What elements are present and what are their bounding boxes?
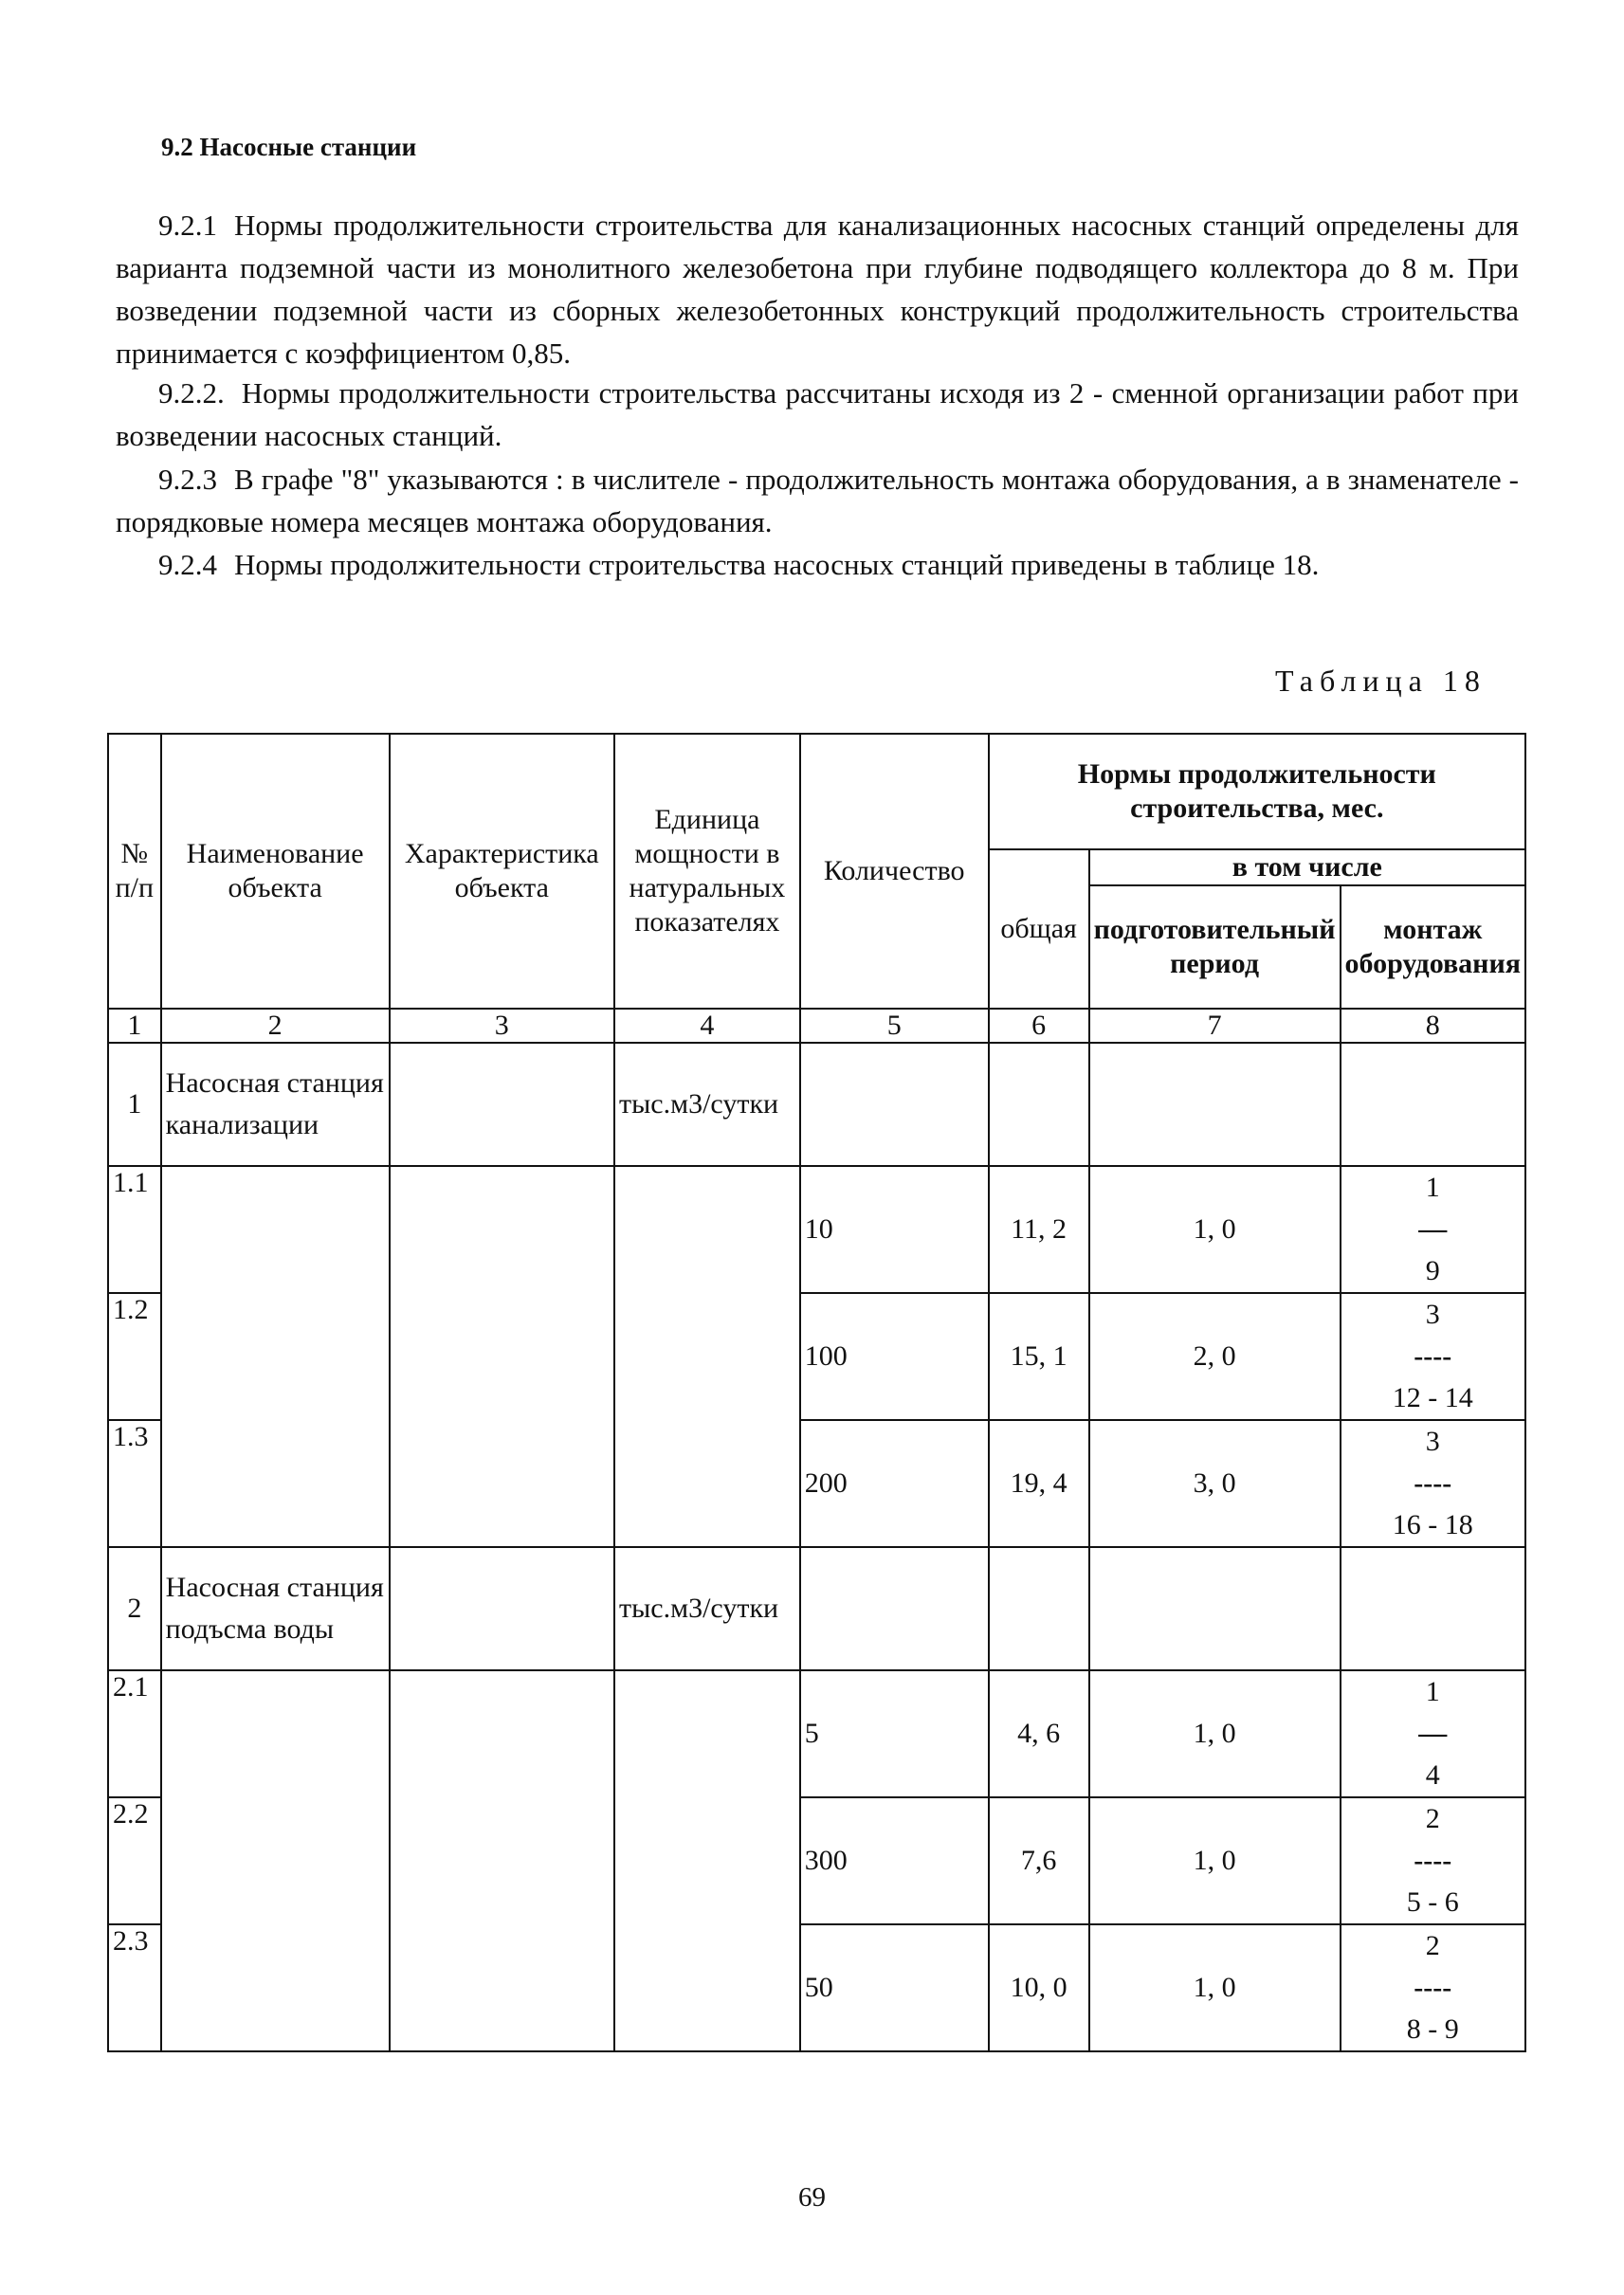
mount-denominator: 5 - 6 (1406, 1886, 1459, 1918)
total-cell (989, 1043, 1089, 1166)
paragraph-number: 9.2.2. (158, 376, 225, 410)
paragraph-text: Нормы продолжительности строительства рассчитаны исходя из 2 - сменной организации работ при возведении насосных станций. (116, 376, 1519, 452)
mount-numerator: 1 (1425, 1172, 1440, 1203)
quantity-cell (800, 1547, 989, 1670)
total-cell (989, 1547, 1089, 1670)
mount-denominator: 9 (1425, 1255, 1440, 1286)
col-number: 1 (108, 1009, 161, 1043)
mount-cell (1341, 1547, 1525, 1670)
prep-cell: 2, 0 (1089, 1293, 1341, 1420)
prep-cell: 1, 0 (1089, 1924, 1341, 2051)
table-row (108, 1043, 1525, 1166)
object-name: Насосная станция канализации (161, 1043, 390, 1166)
mount-denominator: 8 - 9 (1406, 2013, 1459, 2045)
object-characteristic (390, 1043, 614, 1166)
header-num: № п/п (108, 734, 161, 1009)
prep-cell: 1, 0 (1089, 1797, 1341, 1924)
col-number: 7 (1089, 1009, 1341, 1043)
header-name: Наименование объекта (161, 734, 390, 1009)
total-cell: 11, 2 (989, 1166, 1089, 1293)
row-num: 1.2 (108, 1293, 161, 1420)
mount-denominator: 4 (1425, 1759, 1440, 1791)
mount-denominator: 16 - 18 (1392, 1509, 1473, 1540)
section-heading: 9.2 Насосные станции (161, 133, 417, 161)
row-num: 1.3 (108, 1420, 161, 1547)
col-number: 5 (800, 1009, 989, 1043)
header-total: общая (989, 849, 1089, 1009)
header-characteristic: Характеристика объекта (390, 734, 614, 1009)
fraction-bar: ---- (1414, 1845, 1452, 1876)
prep-cell: 3, 0 (1089, 1420, 1341, 1547)
header-norms: Нормы продолжительности строительства, мес. (989, 734, 1525, 849)
col-number: 3 (390, 1009, 614, 1043)
paragraph-number: 9.2.1 (158, 209, 217, 242)
quantity-cell: 5 (800, 1670, 989, 1797)
header-prep-period: подготовительный период (1089, 885, 1341, 1009)
prep-cell (1089, 1547, 1341, 1670)
prep-cell: 1, 0 (1089, 1670, 1341, 1797)
row-num: 2.3 (108, 1924, 161, 2051)
mount-numerator: 1 (1425, 1676, 1440, 1707)
paragraph-9-2-2 (116, 372, 1519, 457)
total-cell: 10, 0 (989, 1924, 1089, 2051)
mount-denominator: 12 - 14 (1392, 1382, 1473, 1413)
mount-cell (1341, 1043, 1525, 1166)
header-including: в том числе (1089, 849, 1525, 885)
mount-numerator: 3 (1425, 1426, 1440, 1457)
unit-cell: тыс.м3/сутки (614, 1043, 800, 1166)
row-num: 2 (108, 1547, 161, 1670)
prep-cell (1089, 1043, 1341, 1166)
col-number: 8 (1341, 1009, 1525, 1043)
header-unit: Единица мощности в натуральных показателях (614, 734, 800, 1009)
mount-numerator: 2 (1425, 1930, 1440, 1961)
paragraph-text: В графе "8" указываются : в числителе - продолжительность монтажа оборудования, а в знаменателе - порядковые номера месяцев монтажа оборудования. (116, 463, 1519, 538)
row-num: 1.1 (108, 1166, 161, 1293)
col-number: 4 (614, 1009, 800, 1043)
mount-cell (1341, 1797, 1525, 1924)
object-name: Насосная станция подъсма воды (161, 1547, 390, 1670)
mount-cell (1341, 1924, 1525, 2051)
fraction-bar: ---- (1414, 1340, 1452, 1372)
unit-cell (614, 1670, 800, 2051)
paragraph-9-2-3 (116, 458, 1519, 543)
table-row (108, 1166, 1525, 1293)
fraction-bar: — (1418, 1213, 1448, 1245)
mount-numerator: 2 (1425, 1803, 1440, 1834)
table-row (108, 1670, 1525, 1797)
table-caption: Таблица 18 (1275, 664, 1487, 698)
header-quantity: Количество (800, 734, 989, 1009)
object-name (161, 1670, 390, 2051)
object-characteristic (390, 1166, 614, 1547)
row-num: 2.2 (108, 1797, 161, 1924)
paragraph-9-2-1 (116, 204, 1519, 374)
total-cell: 4, 6 (989, 1670, 1089, 1797)
row-num: 2.1 (108, 1670, 161, 1797)
object-characteristic (390, 1547, 614, 1670)
unit-cell (614, 1166, 800, 1547)
quantity-cell: 100 (800, 1293, 989, 1420)
quantity-cell: 300 (800, 1797, 989, 1924)
total-cell: 15, 1 (989, 1293, 1089, 1420)
mount-numerator: 3 (1425, 1299, 1440, 1330)
prep-cell: 1, 0 (1089, 1166, 1341, 1293)
object-characteristic (390, 1670, 614, 2051)
header-mounting: монтаж оборудования (1341, 885, 1525, 1009)
mount-cell (1341, 1420, 1525, 1547)
paragraph-9-2-4 (116, 543, 1519, 586)
table-row (108, 1547, 1525, 1670)
mount-cell (1341, 1166, 1525, 1293)
paragraph-number: 9.2.3 (158, 463, 217, 496)
total-cell: 19, 4 (989, 1420, 1089, 1547)
fraction-bar: — (1418, 1718, 1448, 1749)
paragraph-text: Нормы продолжительности строительства для канализационных насосных станций определены для варианта подземной части из монолитного железобетона при глубине подводящего коллектора до 8 м. При возведении подземной части из сборных железобетонных конструкций продолжительность строительства принимается с коэффициентом 0,85. (116, 209, 1519, 370)
norms-table (107, 733, 1526, 2052)
mount-cell (1341, 1293, 1525, 1420)
fraction-bar: ---- (1414, 1972, 1452, 2003)
paragraph-text: Нормы продолжительности строительства насосных станций приведены в таблице 18. (234, 548, 1320, 581)
paragraph-number: 9.2.4 (158, 548, 217, 581)
page-number: 69 (798, 2182, 826, 2213)
quantity-cell (800, 1043, 989, 1166)
quantity-cell: 50 (800, 1924, 989, 2051)
quantity-cell: 10 (800, 1166, 989, 1293)
object-name (161, 1166, 390, 1547)
col-number: 6 (989, 1009, 1089, 1043)
quantity-cell: 200 (800, 1420, 989, 1547)
mount-cell (1341, 1670, 1525, 1797)
col-number: 2 (161, 1009, 390, 1043)
unit-cell: тыс.м3/сутки (614, 1547, 800, 1670)
total-cell: 7,6 (989, 1797, 1089, 1924)
fraction-bar: ---- (1414, 1467, 1452, 1499)
row-num: 1 (108, 1043, 161, 1166)
